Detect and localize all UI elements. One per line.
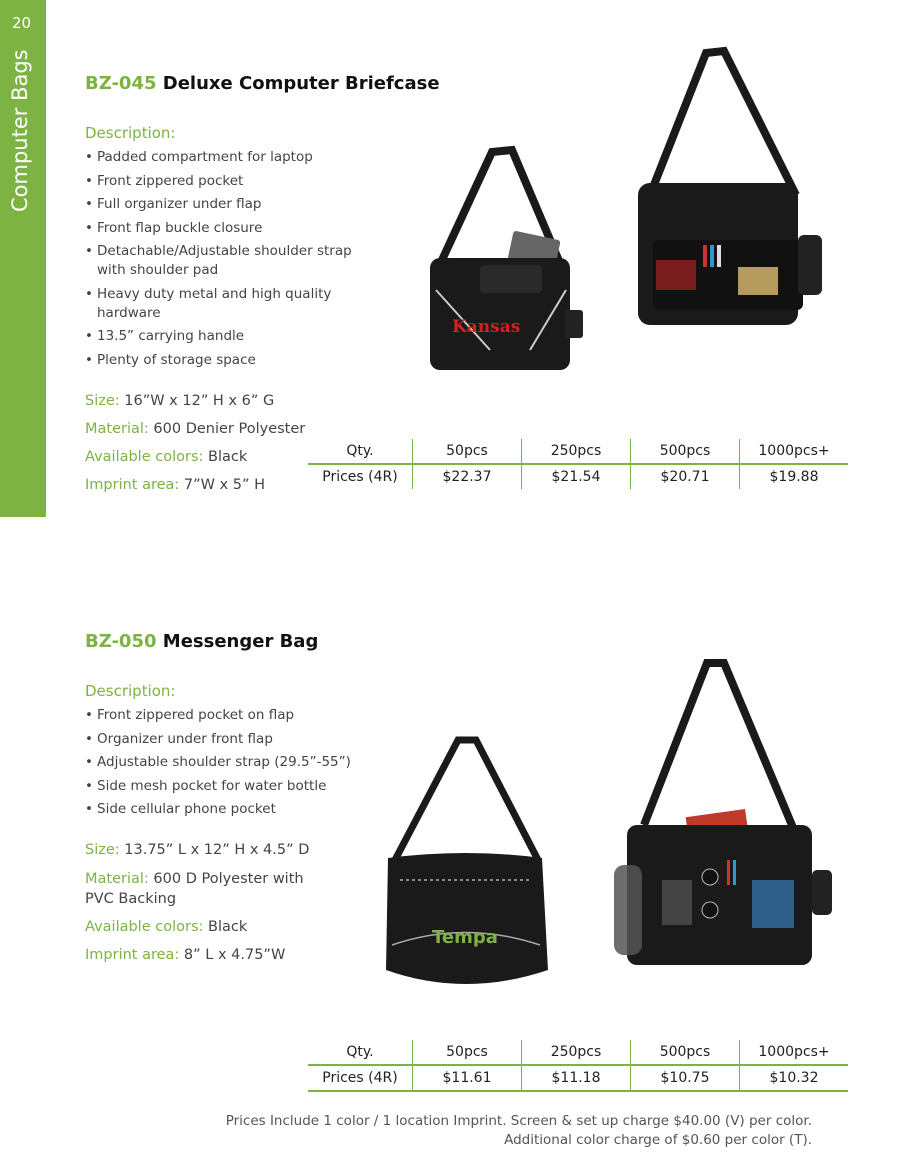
price-cell: $10.75 [631, 1065, 740, 1091]
spec-material: Material: 600 Denier Polyester [85, 421, 306, 437]
price-row-label: Prices (4R) [308, 464, 413, 489]
feature-item: • Front zippered pocket on flap [85, 706, 352, 725]
product-name: Messenger Bag [162, 631, 319, 652]
description-heading: Description: [85, 682, 176, 700]
product-code: BZ-045 [85, 73, 157, 94]
price-cell: $20.71 [631, 464, 740, 489]
feature-item: • Side mesh pocket for water bottle [85, 777, 352, 796]
price-cell: $19.88 [769, 469, 819, 485]
briefcase-open-image [628, 45, 828, 330]
feature-item: • 13.5” carrying handle [85, 327, 352, 346]
price-cell: $21.54 [522, 464, 631, 489]
qty-tier: 500pcs [631, 439, 740, 464]
qty-tier: 250pcs [522, 439, 631, 464]
price-cell: $11.61 [413, 1065, 522, 1091]
feature-item: • Front flap buckle closure [85, 219, 352, 238]
feature-item: • Padded compartment for laptop [85, 148, 352, 167]
qty-header: Qty. [308, 439, 413, 464]
product-name: Deluxe Computer Briefcase [162, 73, 440, 94]
price-table [308, 439, 848, 489]
imprint-logo-kansas: Kansas [452, 317, 521, 337]
feature-item: • Full organizer under flap [85, 195, 352, 214]
feature-item: • Front zippered pocket [85, 172, 352, 191]
feature-item: • Adjustable shoulder strap (29.5”-55”) [85, 753, 352, 772]
qty-tier: 50pcs [413, 439, 522, 464]
feature-item: • Detachable/Adjustable shoulder strap with shoulder pad [85, 242, 352, 280]
feature-list [85, 706, 352, 824]
footnote-line: Prices Include 1 color / 1 location Imprint. Screen & set up charge $40.00 (V) per color. [225, 1113, 812, 1129]
qty-tier: 1000pcs+ [740, 439, 849, 464]
price-row-label: Prices (4R) [308, 1065, 413, 1091]
feature-item: • Organizer under front flap [85, 730, 352, 749]
qty-tier: 250pcs [522, 1040, 631, 1065]
pricing-footnote [226, 1112, 812, 1150]
messenger-open-image [612, 655, 842, 975]
spec-colors: Available colors: Black [85, 449, 248, 465]
spec-material: Material: 600 D Polyester with PVC Backing [85, 871, 304, 907]
section-side-tab [0, 0, 46, 517]
spec-size: Size: 13.75” L x 12” H x 4.5” D [85, 842, 310, 858]
spec-colors: Available colors: Black [85, 919, 248, 935]
feature-item: • Plenty of storage space [85, 351, 352, 370]
qty-header: Qty. [308, 1040, 413, 1065]
qty-tier: 50pcs [413, 1040, 522, 1065]
price-cell: $22.37 [413, 464, 522, 489]
messenger-front-image [380, 730, 555, 995]
price-cell: $11.18 [522, 1065, 631, 1091]
footnote-line: Additional color charge of $0.60 per color (T). [504, 1132, 812, 1148]
qty-tier: 1000pcs+ [740, 1040, 849, 1065]
imprint-logo-tempa: Tempa [432, 927, 498, 948]
qty-tier: 500pcs [631, 1040, 740, 1065]
feature-list [85, 148, 352, 374]
description-heading: Description: [85, 124, 176, 142]
page-number: 20 [12, 14, 32, 32]
feature-item: • Side cellular phone pocket [85, 800, 352, 819]
spec-imprint-area: Imprint area: 8” L x 4.75”W [85, 947, 286, 963]
product-title [85, 73, 440, 94]
product-code: BZ-050 [85, 631, 157, 652]
briefcase-front-image [420, 140, 590, 395]
spec-size: Size: 16”W x 12” H x 6” G [85, 393, 275, 409]
price-table [308, 1040, 848, 1092]
price-cell: $10.32 [769, 1070, 819, 1086]
section-label: Computer Bags [8, 49, 32, 212]
spec-imprint-area: Imprint area: 7”W x 5” H [85, 477, 266, 493]
product-title [85, 631, 318, 652]
feature-item: • Heavy duty metal and high quality hardware [85, 285, 352, 323]
